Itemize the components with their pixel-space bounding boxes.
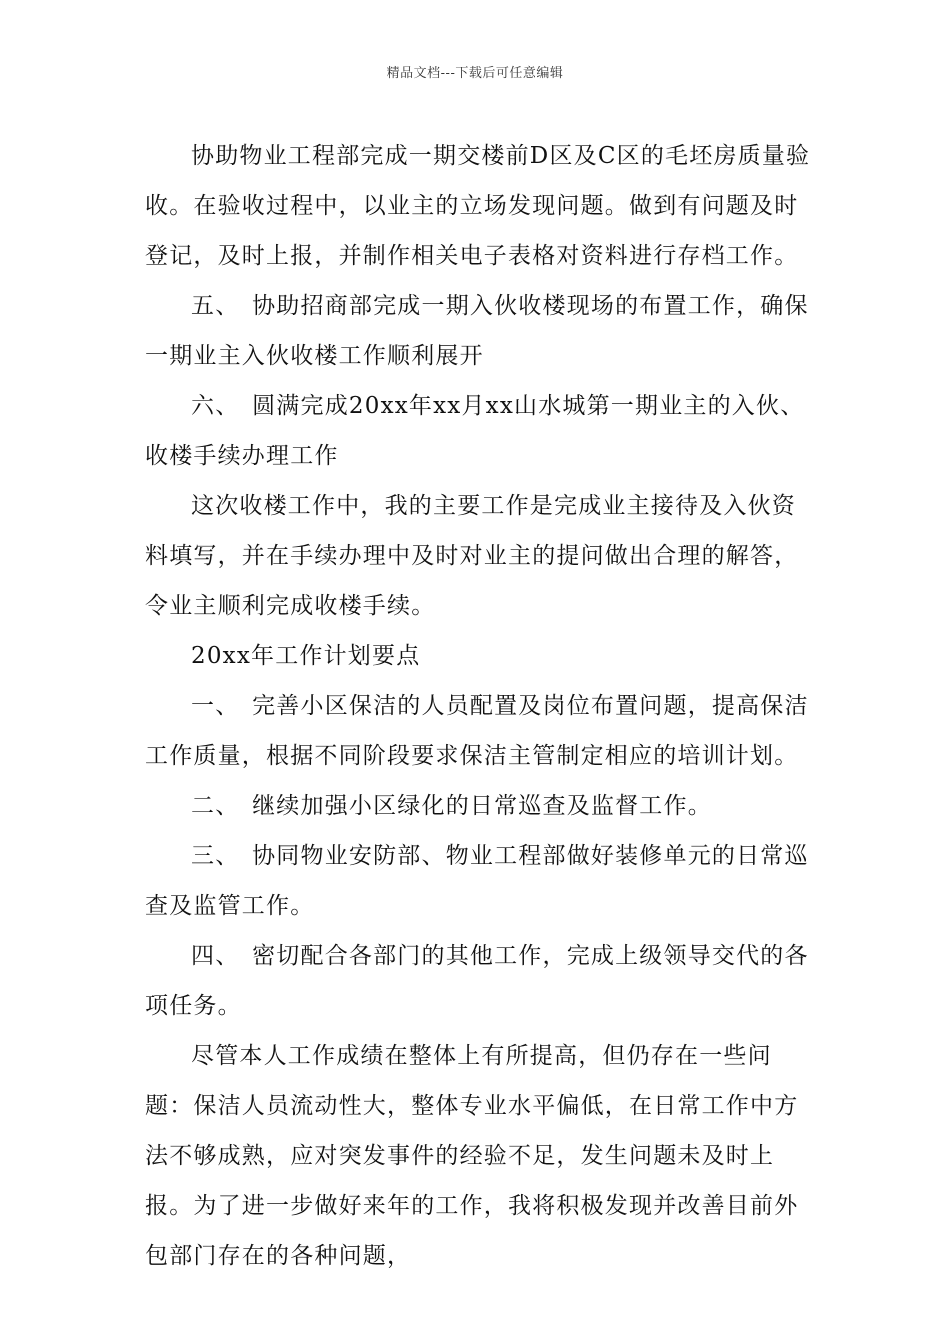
paragraph: 这次收楼工作中，我的主要工作是完成业主接待及入伙资料填写，并在手续办理中及时对业主的提问做出合理的解答，令业主顺利完成收楼手续。 (145, 493, 799, 619)
paragraph: 二、 继续加强小区绿化的日常巡查及监督工作。 (191, 793, 712, 819)
page-header: 精品文档---下载后可任意编辑 (386, 66, 564, 81)
paragraph: 尽管本人工作成绩在整体上有所提高，但仍存在一些问题：保洁人员流动性大，整体专业水平偏低，在日常工作中方法不够成熟，应对突发事件的经验不足，发生问题未及时上报。为了进一步做好来年的工作，我将积极发现并改善目前外包部门存在的各种问题， (145, 1043, 799, 1269)
paragraph: 五、 协助招商部完成一期入伙收楼现场的布置工作，确保一期业主入伙收楼工作顺利展开 (145, 293, 809, 369)
section-heading: 20xx年工作计划要点 (191, 643, 421, 669)
paragraph: 四、 密切配合各部门的其他工作，完成上级领导交代的各项任务。 (145, 943, 809, 1019)
paragraph: 三、 协同物业安防部、物业工程部做好装修单元的日常巡查及监管工作。 (145, 843, 809, 919)
paragraph: 六、 圆满完成20xx年xx月xx山水城第一期业主的入伙、收楼手续办理工作 (145, 393, 805, 469)
paragraph: 协助物业工程部完成一期交楼前D区及C区的毛坯房质量验收。在验收过程中，以业主的立场发现问题。做到有问题及时登记，及时上报，并制作相关电子表格对资料进行存档工作。 (145, 143, 811, 269)
document-body (145, 131, 815, 1281)
paragraph: 一、 完善小区保洁的人员配置及岗位布置问题，提高保洁工作质量，根据不同阶段要求保洁主管制定相应的培训计划。 (145, 693, 809, 769)
